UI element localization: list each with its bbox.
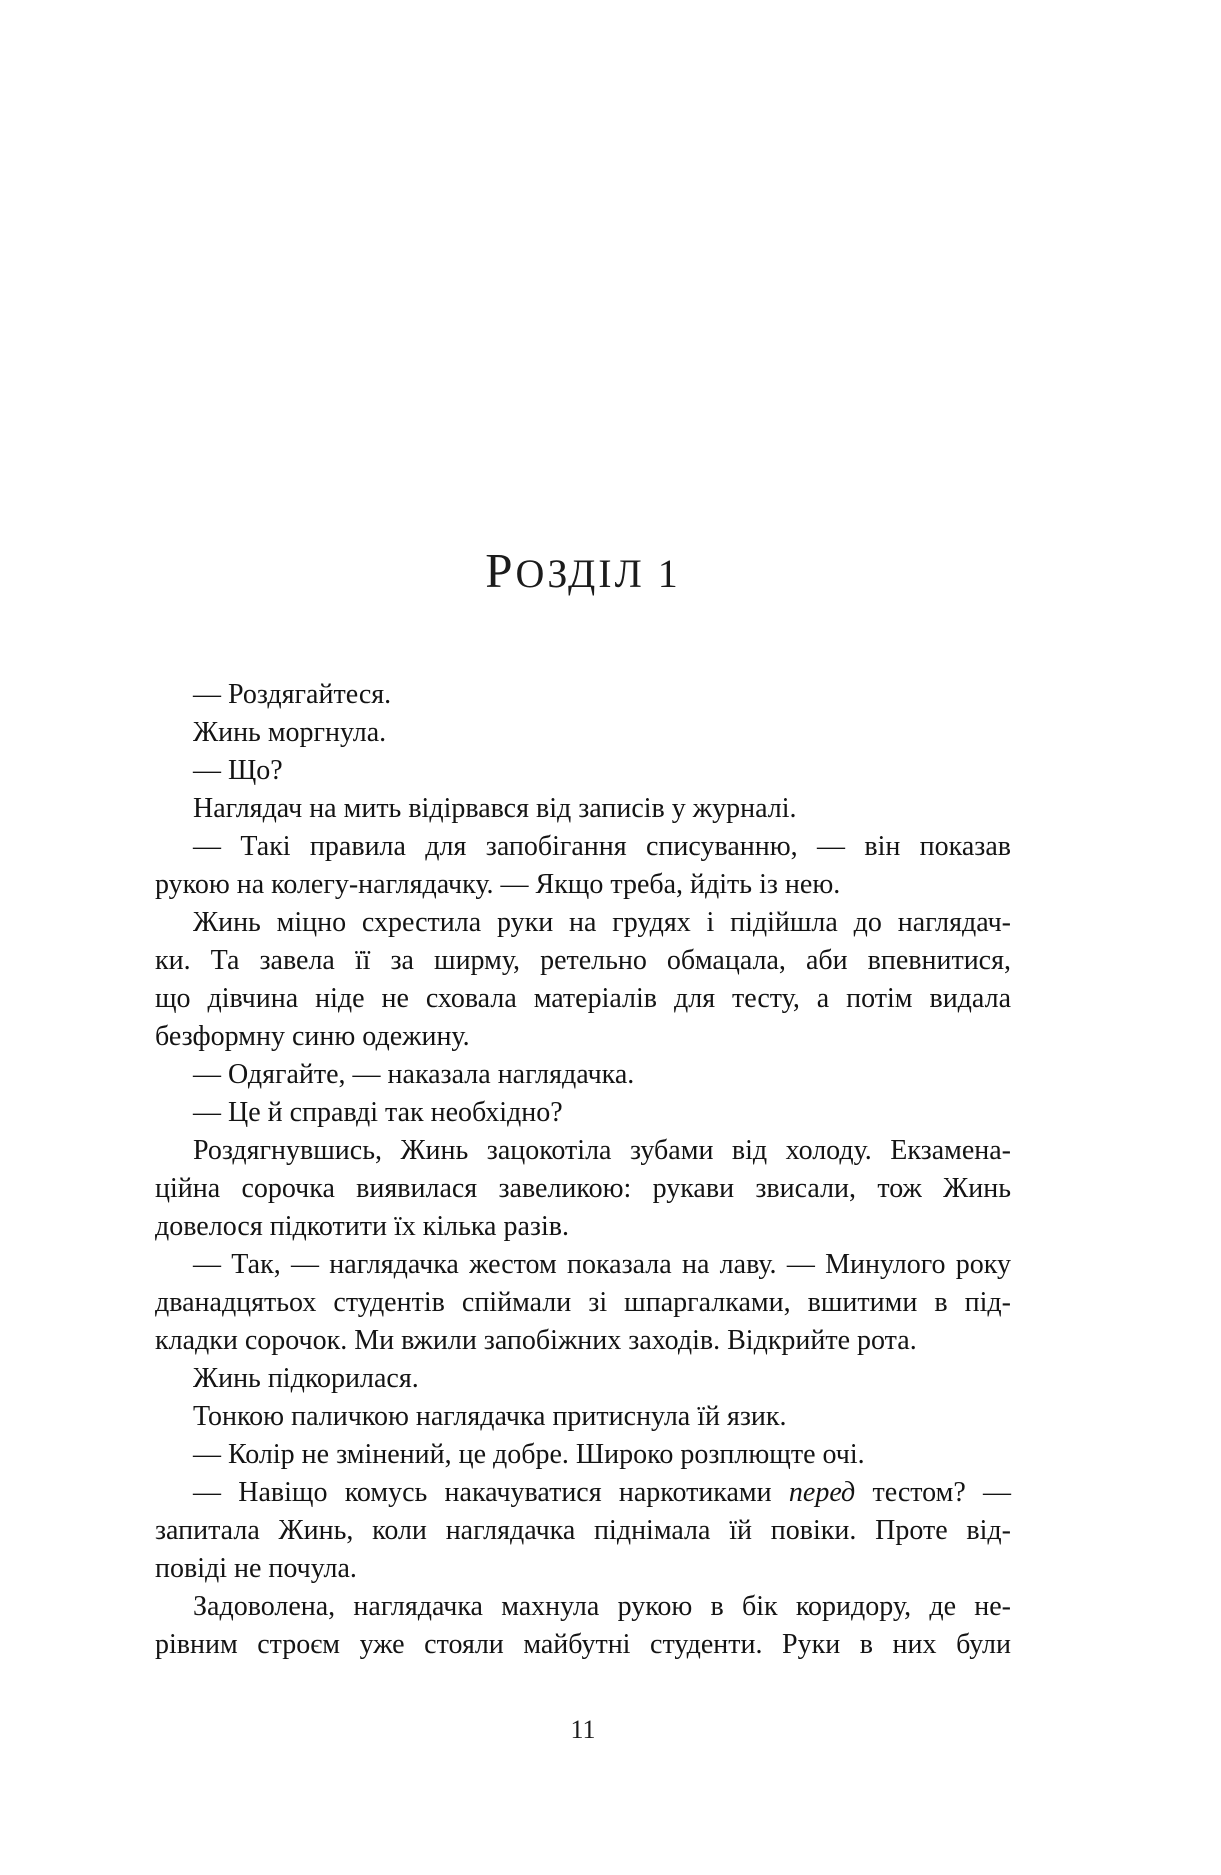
text-line: ційна сорочка виявилася завеликою: рукави звисали, тож Жинь xyxy=(155,1173,1011,1204)
text-line: рівним строєм уже стояли майбутні студенти. Руки в них були xyxy=(155,1629,1011,1660)
text-line: Жинь міцно схрестила руки на грудях і підійшла до наглядач- xyxy=(193,907,1011,938)
text-line xyxy=(155,1474,1011,1512)
text-line: Тонкою паличкою наглядачка притиснула їй язик. xyxy=(193,1401,787,1432)
text-line: що дівчина ніде не сховала матеріалів для тесту, а потім видала xyxy=(155,983,1011,1014)
text-line: Жинь моргнула. xyxy=(193,717,387,748)
text-line: кладки сорочок. Ми вжили запобіжних заходів. Відкрийте рота. xyxy=(155,1325,917,1356)
text-line: дванадцятьох студентів спіймали зі шпаргалками, вшитими в під- xyxy=(155,1287,1011,1318)
chapter-heading: РОЗДІЛ 1 xyxy=(485,543,681,598)
text-line: — Одягайте, — наказала наглядачка. xyxy=(193,1059,635,1090)
text-line: Жинь підкорилася. xyxy=(193,1363,419,1394)
text-line: Задоволена, наглядачка махнула рукою в бік коридору, де не- xyxy=(193,1591,1011,1622)
text-line: — Це й справді так необхідно? xyxy=(193,1097,563,1128)
text-line: — Так, — наглядачка жестом показала на лаву. — Минулого року xyxy=(193,1249,1011,1280)
text-line: — Роздягайтеся. xyxy=(193,679,392,710)
text-line: повіді не почула. xyxy=(155,1553,357,1584)
text-line: Роздягнувшись, Жинь зацокотіла зубами від холоду. Екзамена- xyxy=(193,1135,1011,1166)
text-line: ки. Та завела її за ширму, ретельно обмацала, аби впевнитися, xyxy=(155,945,1011,976)
text-segment: тестом? — xyxy=(855,1477,1012,1508)
text-line: — Що? xyxy=(193,755,283,786)
text-line: безформну синю одежину. xyxy=(155,1021,470,1052)
text-line: довелося підкотити їх кілька разів. xyxy=(155,1211,569,1242)
text-line: рукою на колегу-наглядачку. — Якщо треба, йдіть із нею. xyxy=(155,869,841,900)
text-line: — Колір не змінений, це добре. Широко розплющте очі. xyxy=(193,1439,865,1470)
italic-word: перед xyxy=(788,1477,856,1508)
page-number: 11 xyxy=(570,1715,596,1744)
body-text xyxy=(155,676,1011,1664)
text-segment: — Навіщо комусь накачуватися наркотиками xyxy=(193,1477,789,1508)
text-line: запитала Жинь, коли наглядачка піднімала їй повіки. Проте від- xyxy=(155,1515,1011,1546)
text-line: Наглядач на мить відірвався від записів у журналі. xyxy=(193,793,797,824)
text-line: — Такі правила для запобігання списуванню, — він показав xyxy=(193,831,1011,862)
